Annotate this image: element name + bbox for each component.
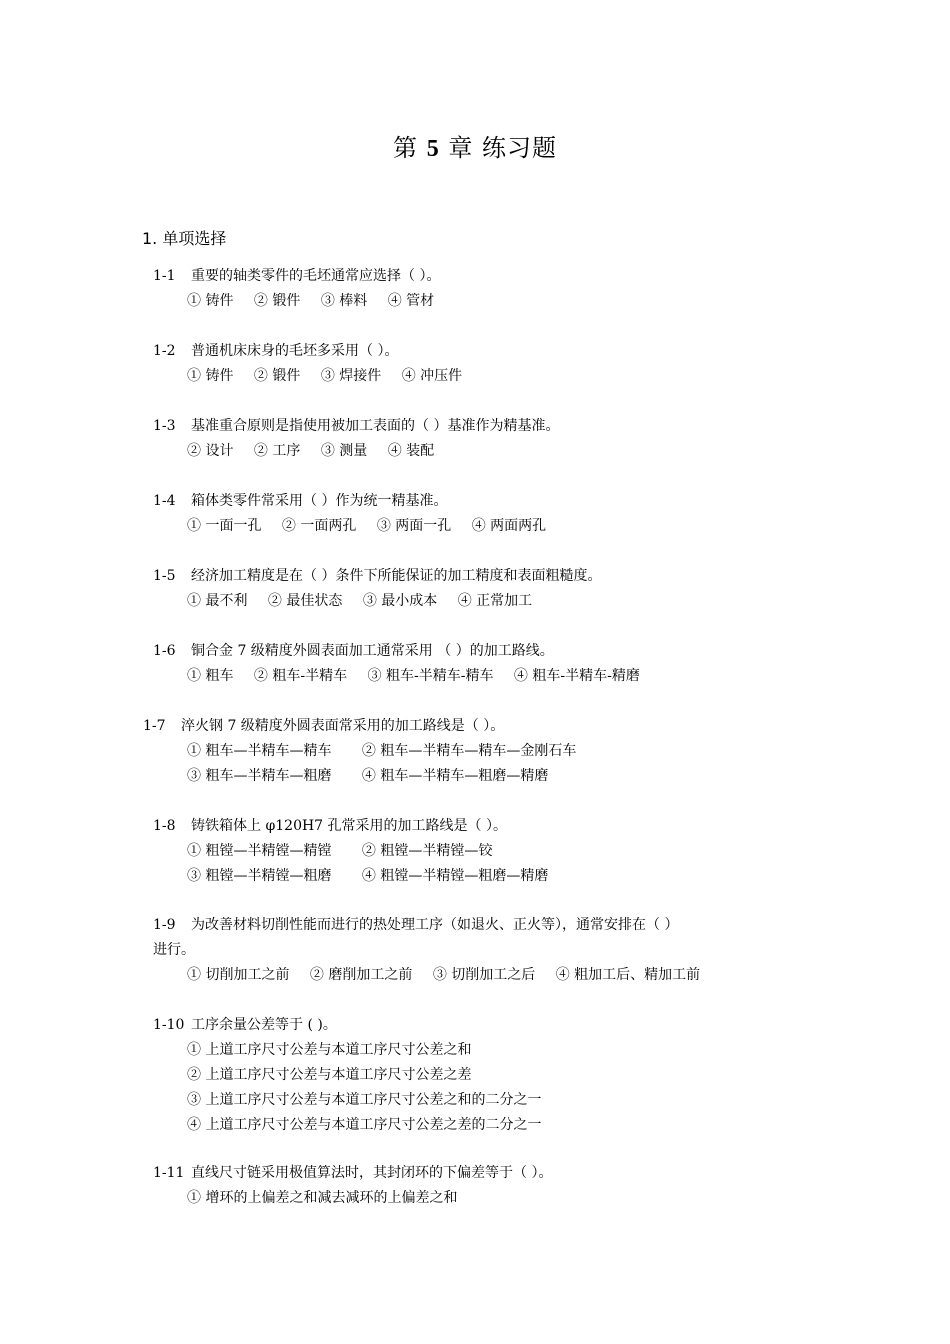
question-number: 1-9 — [153, 917, 176, 933]
question-1-7 — [143, 714, 592, 789]
question-stem — [153, 1161, 552, 1186]
question-text: 铜合金 7 级精度外圆表面加工通常采用 （ ）的加工路线。 — [191, 643, 554, 659]
question-1-8 — [153, 814, 564, 889]
option: ② 锻件 — [253, 368, 301, 384]
option: ④ 粗车-半精车-精磨 — [513, 668, 640, 684]
option: ① 切削加工之前 — [187, 967, 290, 983]
option: ③ 上道工序尺寸公差与本道工序尺寸公差之和的二分之一 — [187, 1092, 542, 1108]
option-row — [153, 289, 450, 314]
option: ④ 装配 — [387, 443, 435, 459]
question-number: 1-6 — [153, 643, 176, 659]
option: ② 一面两孔 — [281, 518, 357, 534]
option: ③ 焊接件 — [320, 368, 382, 384]
option: ① 最不利 — [187, 593, 248, 609]
question-text: 淬火钢 7 级精度外圆表面常采用的加工路线是（ ）。 — [181, 718, 505, 734]
question-text: 工序余量公差等于 ( )。 — [191, 1017, 337, 1033]
option: ④ 正常加工 — [457, 593, 533, 609]
question-number: 1-2 — [153, 343, 176, 359]
option-row — [153, 589, 601, 614]
question-stem — [153, 814, 564, 839]
option: ② 上道工序尺寸公差与本道工序尺寸公差之差 — [187, 1067, 472, 1083]
question-1-9 — [153, 913, 716, 988]
option: ① 一面一孔 — [187, 518, 262, 534]
option: ① 铸件 — [187, 293, 234, 309]
question-1-4 — [153, 489, 562, 539]
question-stem — [153, 264, 450, 289]
option: ② 粗镗—半精镗—铰 — [361, 843, 493, 859]
question-number: 1-3 — [153, 418, 176, 434]
question-stem — [153, 414, 559, 439]
option-row — [153, 439, 559, 464]
question-number: 1-10 — [153, 1017, 185, 1033]
option: ④ 粗车—半精车—粗磨—精磨 — [361, 768, 549, 784]
question-number: 1-8 — [153, 818, 176, 834]
option: ② 工序 — [253, 443, 301, 459]
option-row — [153, 864, 564, 889]
question-stem — [153, 913, 716, 938]
question-text: 普通机床床身的毛坯多采用（ ）。 — [191, 343, 399, 359]
title-prefix: 第 — [393, 134, 427, 162]
option-row — [143, 739, 592, 764]
option: ① 粗车 — [187, 668, 234, 684]
option: ③ 棒料 — [320, 293, 368, 309]
option: ① 增环的上偏差之和减去减环的上偏差之和 — [187, 1190, 458, 1206]
title-suffix: 章 练习题 — [439, 134, 557, 162]
option: ① 上道工序尺寸公差与本道工序尺寸公差之和 — [187, 1042, 472, 1058]
question-stem — [143, 714, 592, 739]
option: ② 锻件 — [253, 293, 301, 309]
page-title — [0, 128, 950, 163]
option-row — [153, 839, 564, 864]
question-number: 1-1 — [153, 268, 176, 284]
question-number: 1-7 — [143, 718, 166, 734]
question-text: 直线尺寸链采用极值算法时，其封闭环的下偏差等于（ ）。 — [191, 1165, 553, 1181]
question-number: 1-5 — [153, 568, 176, 584]
question-number: 1-4 — [153, 493, 176, 509]
question-stem — [153, 489, 562, 514]
question-text: 经济加工精度是在（ ）条件下所能保证的加工精度和表面粗糙度。 — [191, 568, 602, 584]
question-1-1 — [153, 264, 450, 314]
option: ④ 冲压件 — [401, 368, 463, 384]
option: ③ 粗车-半精车-精车 — [367, 668, 494, 684]
option: ③ 测量 — [320, 443, 368, 459]
option-row — [153, 514, 562, 539]
option: ① 铸件 — [187, 368, 234, 384]
question-1-10 — [153, 1013, 541, 1138]
question-stem — [153, 564, 601, 589]
option: ② 设计 — [187, 443, 234, 459]
option-row — [153, 364, 478, 389]
section-heading: 1. 单项选择 — [142, 229, 227, 248]
option: ③ 切削加工之后 — [432, 967, 536, 983]
option: ② 磨削加工之前 — [309, 967, 413, 983]
question-number: 1-11 — [153, 1165, 185, 1181]
option: ④ 两面两孔 — [471, 518, 547, 534]
option: ③ 两面一孔 — [376, 518, 452, 534]
question-text: 为改善材料切削性能而进行的热处理工序（如退火、正火等），通常安排在（ ） — [191, 917, 679, 933]
question-stem — [153, 639, 656, 664]
question-text: 铸铁箱体上 φ120H7 孔常采用的加工路线是（ ）。 — [191, 818, 507, 834]
question-1-6 — [153, 639, 656, 689]
question-stem — [153, 339, 478, 364]
question-stem — [153, 1013, 541, 1038]
option-row — [153, 963, 716, 988]
option: ④ 上道工序尺寸公差与本道工序尺寸公差之差的二分之一 — [187, 1117, 542, 1133]
option: ③ 粗镗—半精镗—粗磨 — [187, 868, 332, 884]
option: ③ 最小成本 — [362, 593, 438, 609]
question-1-2 — [153, 339, 478, 389]
option-row — [153, 664, 656, 689]
option-row — [143, 764, 592, 789]
option: ② 粗车-半精车 — [253, 668, 348, 684]
chapter-number: 5 — [426, 136, 440, 162]
question-1-3 — [153, 414, 559, 464]
question-1-11 — [153, 1161, 552, 1211]
option: ④ 粗加工后、精加工前 — [555, 967, 701, 983]
option: ② 最佳状态 — [267, 593, 343, 609]
option: ② 粗车—半精车—精车—金刚石车 — [361, 743, 577, 759]
question-text: 重要的轴类零件的毛坯通常应选择（ ）。 — [191, 268, 441, 284]
question-text: 箱体类零件常采用（ ）作为统一精基准。 — [191, 493, 448, 509]
option: ④ 粗镗—半精镗—粗磨—精磨 — [361, 868, 549, 884]
option: ③ 粗车—半精车—粗磨 — [187, 768, 332, 784]
option: ① 粗镗—半精镗—精镗 — [187, 843, 332, 859]
option: ④ 管材 — [387, 293, 435, 309]
option: ① 粗车—半精车—精车 — [187, 743, 332, 759]
question-continuation: 进行。 — [153, 942, 195, 958]
question-1-5 — [153, 564, 601, 614]
question-text: 基准重合原则是指使用被加工表面的（ ）基准作为精基准。 — [191, 418, 560, 434]
